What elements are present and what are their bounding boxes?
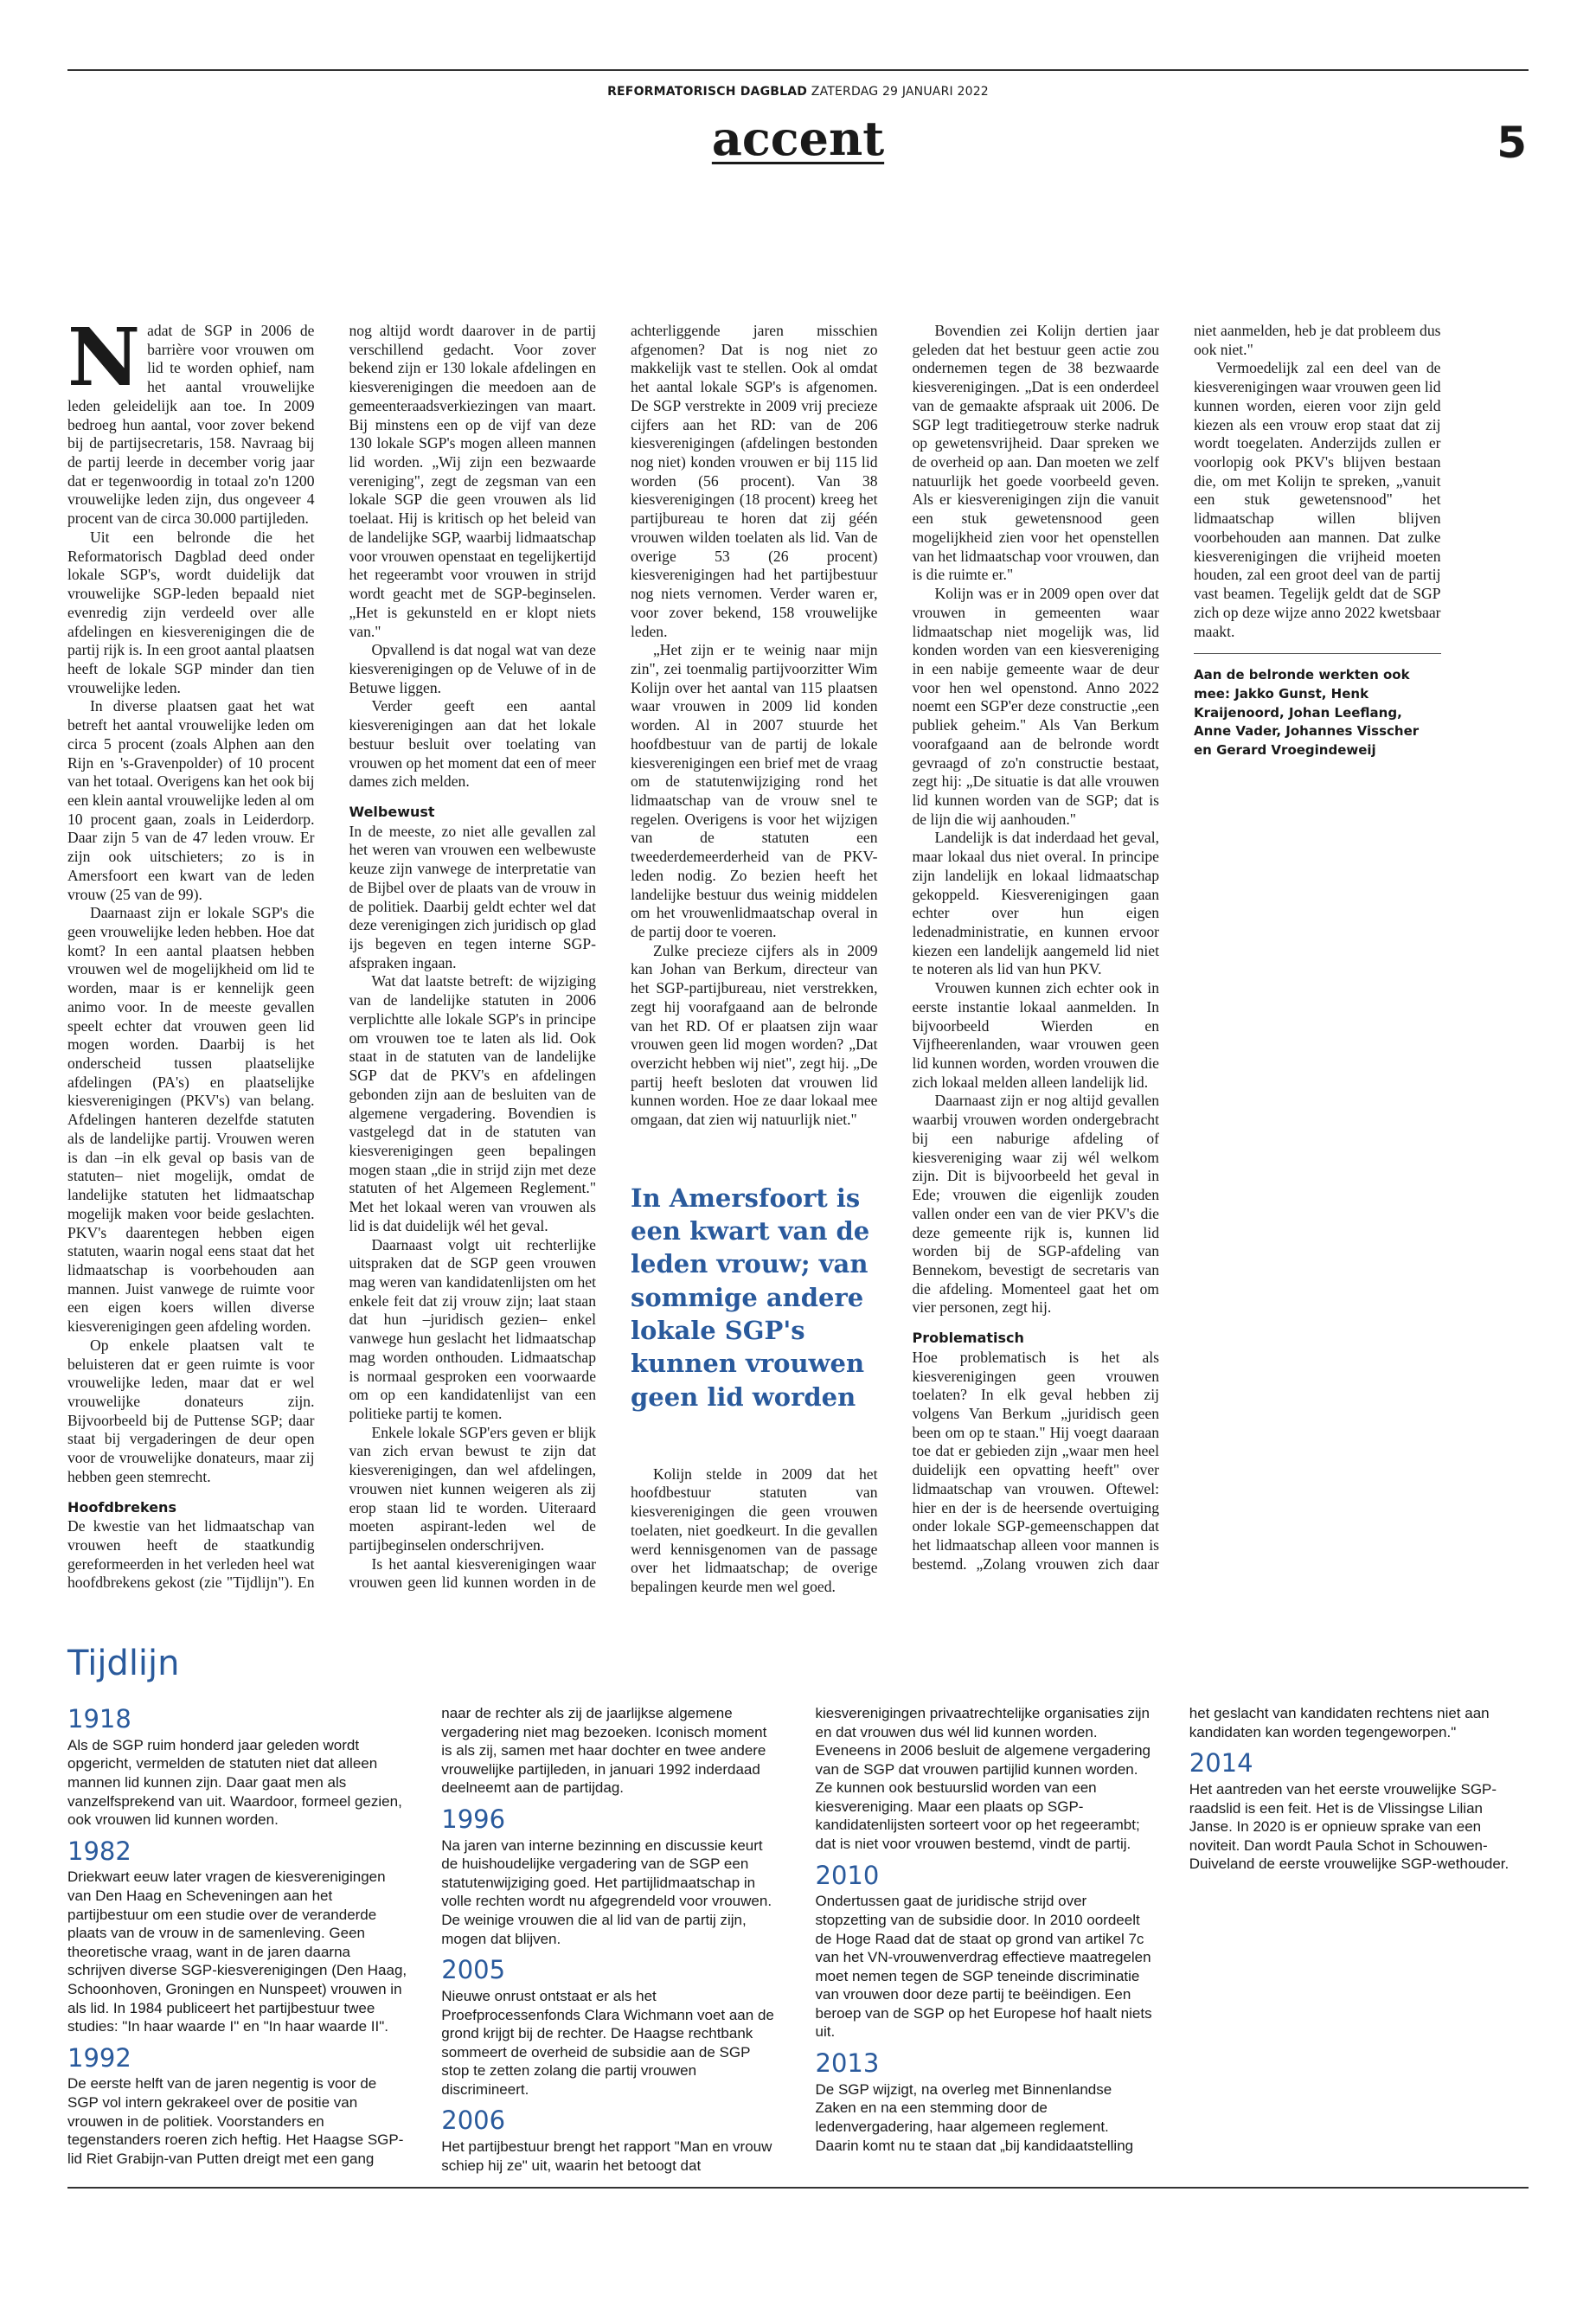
article-paragraph: In diverse plaatsen gaat het wat betreft het aantal vrouwelijke leden om circa 5 procent (zoals Alphen aan den Rijn en 's-Gravenpolder) of 10 procent van het totaal. Overigens kan het ook bij een klein aantal vrouwelijke leden al om 10 procent gaan, zoals in Leiderdorp. Daar zijn 5 van de 47 leden vrouw. Er zijn ook uitschieters; zo is in Amersfoort een kwart van de leden vrouw (25 van de 99).	[67, 697, 315, 903]
subhead-problematisch: Problematisch	[912, 1330, 1024, 1347]
section-title: accent	[711, 111, 885, 166]
article-paragraph: Opvallend is dat nogal wat van deze kiesverenigingen op de Veluwe of in de Betuwe liggen.	[349, 641, 596, 696]
article-paragraph: Is het aantal kiesverenigingen waar vrouwen geen lid kunnen worden in de achterliggende jaren misschien afgenomen? Dat is nog niet zo makkelijk vast te stellen. Ook al omdat het aantal lokale SGP's is afgenomen. De SGP verstrekte in 2009 vrij precieze cijfers aan het RD: van de 206 kiesverenigingen (afdelingen bestonden nog niet) konden vrouwen er bij 115 lid worden (56 procent). Van 38 kiesverenigingen (18 procent) kreeg het partijbureau te horen dat zij géén vrouwen wilden toelaten als lid. Van de overige 53 (26 procent) kiesverenigingen had het partijbestuur nog niets vernomen. Verder waren er, voor zover bekend, 158 vrouwelijke leden.	[349, 322, 878, 1592]
timeline-text: Het partijbestuur brengt het rapport "Man en vrouw schiep hij ze" uit, waarin het betoogt dat kiesverenigingen privaatrechtelijke organisaties zijn en dat vrouwen dus wél lid kunnen worden. Eveneens in 2006 besluit de algemene vergadering van de SGP dat vrouwen partijlid kunnen worden. Ze kunnen ook bestuurslid worden van een kiesvereniging. Maar een plaats op SGP-kandidatenlijsten sorteert voor op het regeerambt; dat is niet voor vrouwen bestemd, vindt de partij.	[441, 1705, 1151, 2174]
article-paragraph: „Het zijn er te weinig naar mijn zin", zei toenmalig partijvoorzitter Wim Kolijn over het aantal van 115 plaatsen waar vrouwen in 2009 lid konden worden. Al in 2007 stuurde het hoofdbestuur van de partij de lokale kiesverenigingen een brief met de vraag om de statutenwijziging rond het lidmaatschap van de vrouw snel te regelen. Overigens is voor het wijzigen van de statuten een tweederdemeerderheid van de PKV-leden nodig. Zo bezien heeft het landelijke bestuur dus weinig middelen om het vrouwenlidmaatschap overal in de partij door te voeren.	[631, 641, 878, 940]
article-body	[67, 311, 1441, 1598]
timeline-entry	[1189, 1748, 1529, 1874]
article-paragraph: De kwestie van het lidmaatschap van vrouwen heeft de staatkundig gereformeerden in het verleden heel wat hoofdbrekens gekost (zie "Tijdlijn"). En nog altijd wordt daarover in de partij verschillend gedacht. Voor zover bekend zijn er 130 lokale afdelingen en kiesverenigingen die meedoen aan de gemeenteraadsverkiezingen van maart. Bij minstens een op de vijf van deze 130 lokale SGP's mogen alleen mannen lid worden. „Wij zijn een bezwaarde vereniging", zegt de zegsman van een lokale SGP die geen vrouwen als lid toelaat. Hij is kritisch op het beleid van de landelijke SGP, waarbij lidmaatschap voor vrouwen openstaat en tegelijkertijd het regeerambt voor vrouwen in strijd wordt geacht met de SGP-beginselen. „Het is gekunsteld en er klopt niets van."	[67, 322, 596, 1592]
timeline-year: 2013	[815, 2048, 880, 2079]
timeline-year: 2006	[441, 2106, 506, 2136]
article-paragraph: Daarnaast zijn er lokale SGP's die geen vrouwelijke leden hebben. Hoe dat komt? In een aantal plaatsen hebben vrouwen wel de mogelijkheid om lid te worden, maar is er kennelijk geen animo voor. In de meeste gevallen speelt echter dat vrouwen geen lid mogen worden. Daarbij is het onderscheid tussen plaatselijke afdelingen (PA's) en plaatselijke kiesverenigingen (PKV's) van belang. Afdelingen hanteren dezelfde statuten als de landelijke partij. Vrouwen weren is dan –in elk geval op basis van de statuten– niet mogelijk, omdat de landelijke statuten het lidmaatschap mogelijk maken voor beide geslachten. PKV's daarentegen hebben eigen statuten, waarin nogal eens staat dat het lidmaatschap is voorbehouden aan mannen. Juist vanwege de ruimte voor een eigen koers willen diverse kiesverenigingen geen afdeling worden.	[67, 904, 315, 1336]
subhead-hoofdbrekens: Hoofdbrekens	[67, 1498, 176, 1516]
bottom-rule	[67, 2187, 1529, 2189]
article-paragraph: Bovendien zei Kolijn dertien jaar geleden dat het bestuur geen actie zou ondernemen tegen de 38 bezwaarde kiesverenigingen. „Dat is een onderdeel van de gemaakte afspraak uit 2006. De SGP legt traditiegetrouw sterke nadruk op gewetensvrijheid. Daar spreken we de overheid op aan. Dan moeten we zelf natuurlijk het goede voorbeeld geven. Als er kiesverenigingen zijn die vanuit een stuk gewetensnood geen mogelijkheid zien voor het openstellen van het lidmaatschap voor vrouwen, dan is die ruimte er."	[912, 322, 1159, 584]
timeline-text: Als de SGP ruim honderd jaar geleden wordt opgericht, vermelden de statuten niet dat alleen mannen lid kunnen zijn. Daar gaat men als vanzelfsprekend van uit. Waardoor, formeel gezien, ook vrouwen lid kunnen worden.	[67, 1736, 402, 1829]
timeline-year: 1996	[441, 1804, 506, 1834]
timeline-entry	[816, 1861, 1155, 2041]
drop-cap: N	[67, 311, 141, 404]
article-paragraph: Wat dat laatste betreft: de wijziging van de landelijke statuten in 2006 verplichtte alle lokale SGP's in principe om vrouwen toe te laten als lid. Ook staat in de statuten van de landelijke SGP dat de PKV's en afdelingen gebonden zijn aan de besluiten van de algemene vergadering. Bovendien is vastgelegd dat in de statuten van kiesverenigingen geen bepalingen mogen staan „die in strijd zijn met deze statuten of het Algemeen Reglement." Met het lokaal weren van vrouwen als lid is dat duidelijk wél het geval.	[349, 972, 596, 1234]
timeline-text: De eerste helft van de jaren negentig is voor de SGP vol intern gekrakeel over de positie van vrouwen in de politiek. Voorstanders en tegenstanders roeren zich heftig. Het Haagse SGP-lid Riet Grabijn-van Putten dreigt met een gang naar de rechter als zij de jaarlijkse algemene vergadering niet mag bezoeken. Iconisch moment is als zij, samen met haar dochter en twee andere vrouwelijke partijleden, in januari 1992 inderdaad deelneemt aan de partijdag.	[67, 1705, 767, 2167]
timeline-title: Tijdlijn	[67, 1644, 180, 1683]
timeline-year: 2010	[815, 1860, 880, 1890]
article-paragraph: Daarnaast volgt uit rechterlijke uitspraken dat de SGP geen vrouwen mag weren van kandidatenlijsten om het enkele feit dat zij vrouw zijn; laat staan dat hun –juridisch gezien– enkel vanwege hun geslacht het lidmaatschap mag worden onthouden. Lidmaatschap is normaal gesproken een voorwaarde om op een kandidatenlijst van een politieke partij te komen.	[349, 1235, 596, 1422]
article-paragraph: Uit een belronde die het Reformatorisch Dagblad deed onder lokale SGP's, wordt duidelijk dat vrouwelijke SGP-leden bepaald niet evenredig zijn verdeeld over alle afdelingen en kiesverenigingen die de partij rijk is. In een groot aantal plaatsen heeft de lokale SGP minder dan tien vrouwelijke leden.	[67, 528, 315, 696]
article-paragraph: Daarnaast zijn er nog altijd gevallen waarbij vrouwen worden ondergebracht bij een naburige afdeling of kiesvereniging waar zij wél welkom zijn. Dit is bijvoorbeeld het geval in Ede; vrouwen die eigenlijk zouden vallen onder een van de vier PKV's die deze gemeente rijk is, kunnen lid worden bij de SGP-afdeling van Bennekom, bevestigt de secretaris van die afdeling. Momenteel gaat het om vier personen, zegt hij.	[912, 1092, 1159, 1317]
timeline	[67, 1704, 1529, 2180]
timeline-text: De SGP wijzigt, na overleg met Binnenlandse Zaken en na een stemming door de ledenvergadering, haar algemeen reglement. Daarin komt nu te staan dat „bij kandidaatstelling het geslacht van kandidaten rechtens niet aan kandidaten kan worden tegengeworpen."	[815, 1705, 1490, 2154]
top-rule	[67, 69, 1529, 71]
timeline-year: 2014	[1189, 1748, 1253, 1779]
article-paragraph: Verder geeft een aantal kiesverenigingen aan dat het lokale bestuur besluit over toelating van vrouwen op het moment dat een of meer dames zich melden.	[349, 697, 596, 791]
issue-date: ZATERDAG 29 JANUARI 2022	[811, 85, 989, 99]
timeline-text: Ondertussen gaat de juridische strijd over stopzetting van de subsidie door. In 2010 oordeelt de Hoge Raad dat de staat op grond van artikel 7c van het VN-vrouwenverdrag effectieve maatregelen moet nemen tegen de SGP teneinde discriminatie van vrouwen door deze partij te beëindigen. Een beroep van de SGP op het Europese hof haalt niets uit.	[815, 1893, 1152, 2041]
timeline-entry	[441, 1804, 780, 1948]
timeline-entry	[67, 1704, 407, 1830]
article-paragraph: Enkele lokale SGP'ers geven er blijk van zich ervan bewust te zijn dat kiesverenigingen, dan wel afdelingen, vrouwen niet kunnen weigeren als zij erop staan lid te worden. Uiteraard moeten aspirant-leden wel de partijbeginselen onderschrijven.	[349, 1423, 596, 1554]
timeline-entry	[67, 1836, 407, 2036]
timeline-text: Driekwart eeuw later vragen de kiesverenigingen van Den Haag en Scheveningen aan het partijbestuur om een studie over de veranderde plaats van de vrouw in de samenleving. Geen theoretische vraag, want in de jaren daarna schrijven diverse SGP-kiesverenigingen (Den Haag, Schoonhoven, Groningen en Nunspeet) vrouwen in als lid. In 1984 publiceert het partijbestuur twee studies: "In haar waarde I" en "In haar waarde II".	[67, 1868, 407, 2035]
timeline-text: Het aantreden van het eerste vrouwelijke SGP-raadslid is een feit. Het is de Vlissingse Lilian Janse. In 2020 is er opnieuw sprake van een noviteit. Dan wordt Paula Schot in Schouwen-Duiveland de eerste vrouwelijke SGP-wethouder.	[1189, 1780, 1509, 1873]
timeline-text: Nieuwe onrust ontstaat er als het Proefprocessenfonds Clara Wichmann voet aan de grond krijgt bij de rechter. De Haagse rechtbank sommeert de overheid de subsidie aan de SGP stop te zetten zolang die partij vrouwen discrimineert.	[441, 1987, 774, 2098]
timeline-entry	[441, 1955, 780, 2099]
article-paragraph: Op enkele plaatsen valt te beluisteren dat er geen ruimte is voor vrouwelijke leden, maar dat er wel vrouwelijke donateurs zijn. Bijvoorbeeld bij de Puttense SGP; daar staat bij vergaderingen de deur open voor de vrouwelijke donateurs, maar zij hebben geen stemrecht.	[67, 1336, 315, 1485]
article-paragraph: Landelijk is dat inderdaad het geval, maar lokaal dus niet overal. In principe zijn landelijk en lokaal lidmaatschap gekoppeld. Kiesverenigingen gaan echter over hun eigen ledenadministratie, en kunnen ervoor kiezen een landelijk aangemeld lid niet te noteren als lid van hun PKV.	[912, 829, 1159, 978]
article-paragraph: In de meeste, zo niet alle gevallen zal het weren van vrouwen een welbewuste keuze zijn vanwege de interpretatie van de Bijbel over de plaats van de vrouw in de politiek. Daarbij geldt echter wel dat deze verenigingen zich juridisch op glad ijs begeven en tegen interne SGP-afspraken ingaan.	[349, 822, 596, 971]
timeline-year: 2005	[441, 1955, 506, 1985]
article-paragraph: Hoe problematisch is het als kiesverenigingen geen vrouwen toelaten? In elk geval hebben zij volgens Van Berkum „juridisch geen been om op te staan." Hij voegt daaraan toe dat er gebieden zijn „waar men heel duidelijk een opvatting heeft" over lidmaatschap van vrouwen. Oftewel: hier en der is de heersende overtuiging onder lokale SGP-gemeenschappen dat het lidmaatschap alleen voor mannen is bestemd. „Zolang vrouwen zich daar niet aanmelden, heb je dat probleem dus ook niet."	[912, 322, 1441, 1573]
timeline-text: Na jaren van interne bezinning en discussie keurt de huishoudelijke vergadering van de SGP een statutenwijziging goed. Het partijlidmaatschap in volle rechten wordt nu afgegrendeld voor vrouwen. De weinige vrouwen die al lid van de partij zijn, mogen dat blijven.	[441, 1836, 772, 1947]
article-paragraph: Vrouwen kunnen zich echter ook in eerste instantie lokaal aanmelden. In bijvoorbeeld Wierden en Vijfheerenlanden, waar vrouwen geen lid kunnen worden, worden vrouwen die zich lokaal melden alleen landelijk lid.	[912, 979, 1159, 1091]
subhead-welbewust: Welbewust	[349, 803, 435, 820]
pull-quote: In Amersfoort is een kwart van de leden vrouw; van sommige andere lokale SGP's kunnen vrouwen geen lid worden	[631, 1183, 870, 1412]
page-number: 5	[1497, 118, 1527, 168]
article-paragraph: Zulke precieze cijfers als in 2009 kan Johan van Berkum, directeur van het SGP-partijbureau, niet verstrekken, zegt hij voorafgaand aan de belronde van het RD. Of er plaatsen zijn waar vrouwen geen lid mogen worden? „Dat overzicht hebben wij niet", zegt hij. „De partij heeft besloten dat vrouwen lid kunnen worden. Hoe ze daar lokaal mee omgaan, dat zien wij natuurlijk niet."	[631, 941, 878, 1129]
article-paragraph: Kolijn stelde in 2009 dat het hoofdbestuur statuten van kiesverenigingen die geen vrouwen toelaten, niet goedkeurt. In die gevallen werd kennisgenomen van de passage over het lidmaatschap; de overige bepalingen keurde men wel goed.	[631, 1465, 878, 1596]
timeline-year: 1992	[67, 2042, 131, 2073]
credits: Aan de belronde werkten ook mee: Jakko Gunst, Henk Kraijenoord, Johan Leeflang, Anne Vader, Johannes Visscher en Gerard Vroegindeweij	[1194, 653, 1441, 760]
article-paragraph: Nadat de SGP in 2006 de barrière voor vrouwen om lid te worden ophief, nam het aantal vrouwelijke leden geleidelijk aan toe. In 2009 bedroeg hun aantal, voor zover bekend bij de partijsecretaris, 158. Navraag bij de partij leerde in december vorig jaar dat er tegenwoordig in totaal zo'n 1200 vrouwelijke leden zijn, dus ongeveer 4 procent van de circa 30.000 partijleden.	[67, 311, 315, 528]
masthead	[0, 85, 1596, 99]
timeline-year: 1918	[67, 1704, 131, 1734]
newspaper-name: REFORMATORISCH DAGBLAD	[607, 85, 808, 99]
article-paragraph: Vermoedelijk zal een deel van de kiesverenigingen waar vrouwen geen lid kunnen worden, eieren voor zijn geld kiezen als een vrouw erop staat dat zij wordt toegelaten. Anderzijds zullen er voorlopig ook PKV's blijven bestaan die, om met Kolijn te spreken, „vanuit een stuk gewetensnood" het lidmaatschap willen blijven voorbehouden aan mannen. Dat zulke kiesverenigingen die vrijheid moeten houden, zal een groot deel van de partij vast beamen. Tegelijk geldt dat de SGP zich op deze wijze anno 2022 kwetsbaar maakt.	[1194, 359, 1441, 640]
timeline-year: 1982	[67, 1836, 131, 1866]
article-paragraph: Kolijn was er in 2009 open over dat vrouwen in gemeenten waar lidmaatschap niet mogelijk was, lid konden worden van een kiesvereniging in een nabije gemeente waar de deur voor hen wel openstond. Anno 2022 noemt een SGP'er deze constructie „een publiek geheim." Als Van Berkum voorafgaand aan de belronde wordt gevraagd of zo'n constructie bestaat, zegt hij: „De situatie is dat alle vrouwen lid kunnen worden van de SGP; dat is de lijn die wij aanhouden."	[912, 585, 1159, 828]
